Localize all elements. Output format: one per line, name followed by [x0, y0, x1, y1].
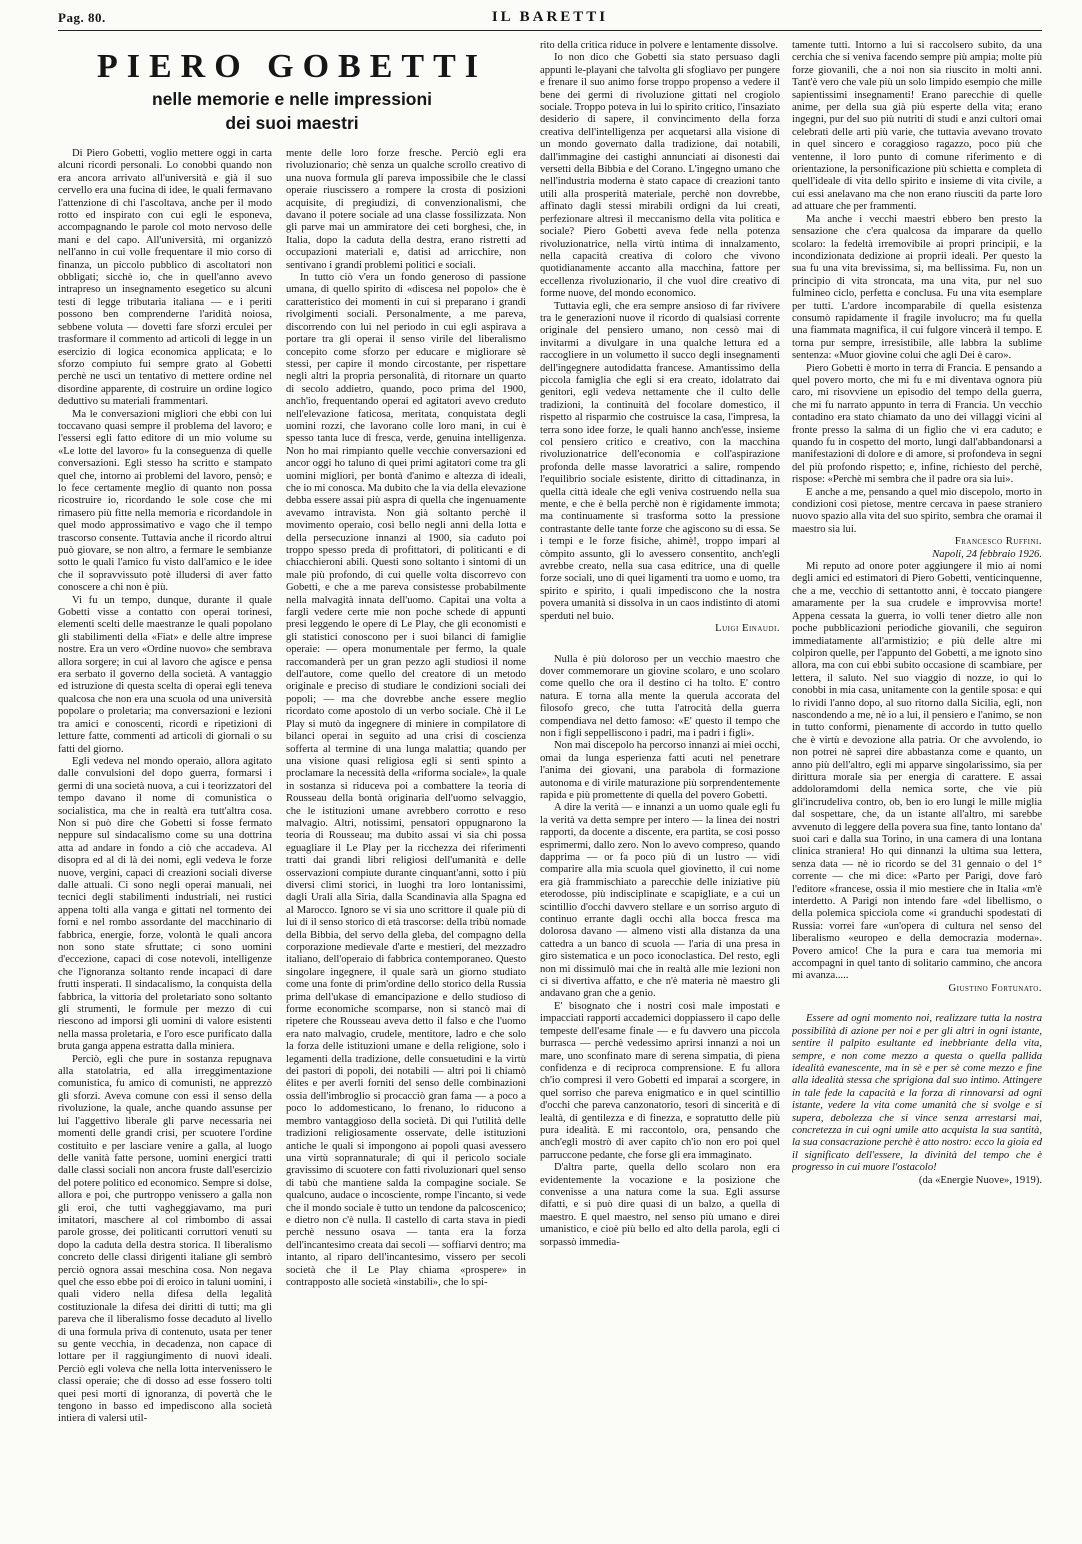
article-title-block: [58, 48, 526, 134]
column-2: [286, 148, 526, 1528]
paragraph: Non mai discepolo ha percorso innanzi ai miei occhi, omai da lunga esperienza fatti acuti nel penetrare l'anima dei giovani, una parabola di formazione autonoma e di virile maturazione più sorprendentemente rapida e più promettente di quella del povero Gobetti.: [540, 740, 780, 801]
paragraph: E anche a me, pensando a quel mio discepolo, morto in condizioni così pietose, mentre cercava in paese straniero nuovo spazio alla vita del suo spirito, sembra che oramai il maestro sia lui.: [792, 486, 1042, 535]
dateline: Napoli, 24 febbraio 1926.: [932, 548, 1042, 560]
signature-einaudi: Luigi Einaudi.: [715, 623, 780, 635]
column-1: [58, 148, 272, 1528]
gobetti-quote: [792, 1013, 1042, 1187]
paragraph: Egli vedeva nel mondo operaio, allora agitato dalle convulsioni del dopo guerra, formarsi i germi di una società nuova, a cui i teorizzatori del tempo davano il nome di comunistica o socialistica, ma che in realtà era tutt'altra cosa. Non si può dire che Gobetti si fosse fermato neppure sul sindacalismo come su una dottrina atta ad andare in fondo a ciò che accadeva. Al disopra ed al di là dei nomi, egli vedeva le forze nuove, vergini, capaci di creazioni sociali diverse dalle attuali. Ci sono negli operai manuali, nei tecnici degli stabilimenti industriali, nei rustici appena tolti alla vanga e gittati nel tormento dei forni e nel rombo assordante del macchinario di fabbrica, energie, forze, volontà le quali ancora non sono state sfruttate; ci sono uomini d'eccezione, capaci di cose notevoli, intelligenze che l'ignoranza soltanto rende incapaci di dare frutti insperati. Il sindacalismo, la conquista della fabbrica, la vittoria del proletariato sono soltanto gli strumenti, le formule per mezzo di cui riescono ad imporsi gli uomini di valore esistenti nella massa proletaria, e l'oro esce purificato dalla bruta ganga appena estratta dalla miniera.: [58, 755, 272, 1053]
quote-source: (da «Energie Nuove», 1919).: [918, 1174, 1042, 1186]
page-number: Pag. 80.: [58, 10, 106, 25]
article-title: PIERO GOBETTI: [96, 48, 487, 85]
paragraph: rito della critica riduce in polvere e lentamente dissolve.: [540, 40, 778, 51]
journal-title: IL BARETTI: [491, 9, 609, 25]
paragraph: A dire la verità — e innanzi a un uomo quale egli fu la verità va detta sempre per intero — la linea dei nostri rapporti, da docente a discente, era partita, se così posso esprimermi, dallo zero. Non lo avevo compreso, quando dapprima — or fa poco più di un lustro — vidi comparire alla mia scuola quel giovinetto, il cui nome era già frammischiato a parecchie delle iniziative più eterodosse, più indisciplinate e scapigliate, e a cui un scintillio d'occhi davvero stellare e un sorriso arguto di continuo errante dagli occhi alla bocca fresca ma dolorosa davano — almeno visti alla distanza da una cattedra a un banco di scuola — l'aria di una presa in giro sistematica e un poco iconoclastica. Del resto, egli non mi dissimulò mai che in realtà alle mie lezioni non ci si divertiva affatto, e che n'è materia nè maestro gli andavano gran che a genio.: [540, 802, 780, 1000]
column-3: [540, 40, 780, 1528]
paragraph: Di Piero Gobetti, voglio mettere oggi in carta alcuni ricordi personali. Lo conobbi quando non era ancora arrivato all'università e già il suo cervello era una fucina di idee, le quali fermavano l'attenzione di chi l'ascoltava, anche per il modo rotto ed inspirato con cui egli le esponeva, accompagnando le parole col moto nervoso delle mani e del capo. All'università, mi organizzò nell'anno in cui volle frequentare il mio corso di finanza, un piccolo pubblico di ascoltatori non obbligati; sicchè io, che in quell'anno avevo intrapreso un insegnamento esegetico su alcuni testi di legge tributaria italiana — e i periti possono ben comprenderne l'aridità noiosa, sebbene voluta — dovetti fare sforzi erculei per trasformare il commento ad articoli di legge in un esercizio di logica economica applicata; e lo sforzo compiuto fui sempre grato al Gobetti perchè ne uscì un tentativo di mettere ordine nel disordine apparente, di costruire un ordine logico deduttivo su materiali frammentari.: [58, 148, 272, 408]
paragraph: Nulla è più doloroso per un vecchio maestro che dover commemorare un giovine scolaro, e uno scolaro come quello che ora il destino ci ha tolto. E' contro natura. E torna alla mente la querula accorata del filosofo greco, che tutta l'atrocità della guerra compendiava nel detto famoso: «E' questo il tempo che non i figli seppelliscono i padri, ma i padri i figli».: [540, 653, 780, 739]
paragraph: E' bisognato che i nostri così male impostati e impacciati rapporti accademici doppiassero il capo delle tempeste dell'esame finale — e fu davvero una piccola burrasca — perchè vedessimo aprirsi innanzi a noi un mare, uno sconfinato mare di serena simpatia, di piena confidenza e di reciproca comprensione. E fu allora ch'io compresi il vero Gobetti ed imparai a scorgere, in quel sorriso che pareva enigmatico e in quel scintillio d'occhi che pareva canzonatorio, tesori di sincerità e di lealtà, di gentilezza e di finezza, e sopratutto delle più pura idealità. E mi raccontolo, ora, pensando che anch'egli mostrò di aver capito ch'io non ero poi quel parruccone pedante, che forse gli era immaginato.: [540, 1000, 780, 1161]
paragraph: Ma anche i vecchi maestri ebbero ben presto la sensazione che c'era qualcosa da imparare da quello scolaro: la fedeltà irremovibile ai propri principii, e la incondizionata dedizione ai proprii ideali. Per questo la sua fu una vita brevissima, sì, ma bellissima. Fu, non un principio di vita stroncata, ma una vita, pur nel suo fulmineo ciclo, perfetta e conclusa. Fu una vita esemplare per tutti. L'ardore incomparabile di quella esistenza consumò rapidamente il fragile involucro; ma fu quella una fiammata magnifica, il cui fulgore vincerà il tempo. E torna pur sempre, irresistibile, alle labbra la sublime sentenza: «Muor giovine colui che agli Dei è caro».: [792, 213, 1042, 362]
signature-ruffini: Francesco Ruffini.: [954, 536, 1042, 548]
paragraph: Tuttavia egli, che era sempre ansioso di far rivivere tra le generazioni nuove il ricordo di qualsiasi corrente originale del pensiero umano, non cessò mai di invitarmi a divulgare in una qualche lettura ed a raccogliere in un volumetto il succo degli insegnamenti dell'ingegnere autodidatta francese. Amantissimo della piccola famiglia che egli si era creato, idolatrato dai genitori, egli vedeva nettamente che il culto delle tradizioni, la continuità del focolare domestico, il rispetto al risparmio che costruisce la casa, l'impresa, la terra sono idee forze, le quali hanno anch'esse, insieme col pensiero critico e creativo, con la macchina rivoluzionatrice dell'economia e coll'aspirazione profonda delle masse lavoratrici a salire, rompendo l'equilibrio sociale esistente, diritto di cittadinanza, in quella città ideale che egli veniva costruendo nella sua mente, e che è bella perchè non è rigidamente immota; ma continuamente si trasforma sotto la pressione contrastante delle tante forze che agiscono su di essa. Se i tempi e le forze fisiche, ahimè!, troppo impari al còmpito assunto, gli lo avessero consentito, anch'egli avrebbe creato, nella sua casa editrice, una di quelle forze sociali, uno di quei ligamenti tra uomo e uomo, tra spirito e spirito, i quali impediscono che la nostra povera umanità si dissolva in un caos indistinto di atomi sperduti nel buio.: [540, 300, 780, 622]
page-header: [58, 6, 1042, 28]
paragraph: Vi fu un tempo, dunque, durante il quale Gobetti visse a contatto con operai torinesi, elementi scelti delle maestranze le quali popolano gli stabilimenti della «Fiat» e delle altre imprese nostre. Era un vero «Ordine nuovo» che sembrava allora sorgere; in cui al lavoro che agisce e pensa era serbato il governo della società. A vantaggio ed istruzione di questa scelta di operai egli teneva qualcosa che non era una scuola od una università popolare o proletaria; ma conversazioni e lezioni tra amici e conoscenti, ricordi e ripetizioni di letture fatte, commenti ad articoli di giornali o su fatti del giorno.: [58, 594, 272, 755]
article-subtitle-line1: nelle memorie e nelle impressioni: [151, 89, 433, 109]
paragraph: Perciò, egli che pure in sostanza repugnava alla statolatria, ed alla irreggimentazione comunistica, fu amico di comunisti, ne apprezzò gli sforzi. Aveva comune con essi il senso della rivoluzione, la quale, anche quando assunse per lui l'aggettivo liberale gli parve necessaria nei momenti delle grandi crisi, per scuotere l'ordine costituito e per lasciare venire a galla, al luogo delle vanità fatte persone, uomini energici tratti dalle classi sociali non ancora fruste dall'esercizio del potere politico ed economico. Sempre si dolse, allora e poi, che purtroppo venissero a galla non gli eroi, che tutti vagheggiavamo, ma puri imitatori, maschere al col rimbombo di assai parole grosse, dei politicanti corruttori venuti su dopo la caduta della destra storica. Il liberalismo concreto delle classi dirigenti italiane gli sembrò perciò ognora assai meschina cosa. Non negava quel che esso ebbe poi di eroico in taluni uomini, i quali videro nella difesa della legalità costituzionale la difesa dei diritti di tutti; ma gli pareva che il liberalismo fosse decaduto al livello di una formula priva di contenuto, usata per tener su gente vecchia, in decadenza, non capace di lottare per il raggiungimento di nuovi ideali. Perciò egli voleva che nella lotta intervenissero le classi operaie; che di dosso ad esse fossero tolti quei pesi morti di ignoranza, di povertà che le tengono in basso ed impediscono alla società intiera di valersi util-: [58, 1053, 272, 1425]
paragraph: Mi reputo ad onore poter aggiungere il mio ai nomi degli amici ed estimatori di Piero Gobetti, venticinquenne, che a me, vecchio di settantotto anni, è toccato piangere amaramente per la sua crudele e improvvisa morte! Appena cessata la guerra, io volli tener dietro alle non poche pubblicazioni periodiche giovanili, che seguiron immediatamente all'armistizio; e più delle altre mi colpiron quelle, per l'appunto del Gobetti, a me ignoto sino allora, ma con cui ebbi subito occasione di scambiare, per lettera, il saluto. Nel suo viaggio di nozze, io qui lo conobbi in mia casa, unitamente con la gentile sposa: e qui lo rividi l'anno dopo, al suo ritorno dalla Sicilia, egli, non nascondendo a me, nè io a lui, il pensiero e l'animo, se non in tutto conformi, pienamente di accordo in tutto quello che è virtù e devozione alla patria. Or che avvolendo, io non potrei nè saprei dire abbastanza come e quanto, un anno più dell'altro, egli mi apparve singolarissimo, sia per dirittura morale sia per energia di carattere. E assai addoloramdomi della nemica sorte, che vie più gli'incrudeliva contro, ob, ben io ero lungi le mille miglia dal sospettare, che, da un istante all'altro, mi sarebbe avvenuto di leggere della povera sua fine, tanto lontano da' suoi cari e dalla sua Torino, in una camera di una lontana clinica straniera! Ho qui dinnanzi la ultima sua lettera, senza data — nè io ricordo se del 31 gennaio o del 1° corrente — che mi dice: «Parto per Parigi, dove farò l'editore «francese, ossia il mio mestiere che in Italia «m'è interdetto. A Parigi non intendo fare «del libellismo, o della polemica spicciola come «i granduchi spodestati di Russia: vorrei fare «un'opera di cultura nel senso del liberalismo «europeo e della democrazia moderna». Povero amico! Che la pura e cara tua memoria mi accompagni in quel tanto di solitario cammino, che ancora mi avanza.....: [792, 561, 1042, 982]
paragraph: In tutto ciò v'era un fondo generoso di passione umana, di quello spirito di «discesa nel popolo» che è caratteristico dei momenti in cui si preparano i grandi rivolgimenti sociali. Personalmente, a me pareva, discorrendo con lui nel periodo in cui egli aspirava a portare tra gli operai il senso virile del liberalismo concepito come sforzo per educare e migliorare sè stessi, per capire il mondo circostante, per rispettare negli altri la propria personalità, di ritornare un quarto di secolo addietro, quando, poco prima del 1900, anch'io, frequentando operai ed agitatori avevo creduto nell'elevazione faticosa, meritata, conquistata degli uomini rozzi, che lavorano colle loro mani, in cui è spesso tanta luce di fresca, verde, genuina intelligenza. Non ho mai rimpianto quelle vecchie conversazioni ed ancor oggi ho taluno di quei primi agitatori come tra gli uomini migliori, per bontà d'animo e altezza di ideali, che io mi conosca. Ma dubito che la via della elevazione debba essere assai più aspra di quella che ingenuamente avevamo intravista. Non già soltanto perchè il movimento operaio, così bello negli anni della lotta e della persecuzione innanzi al 1900, sia caduto poi troppo spesso preda di profittatori, di politicanti e di chiacchieroni abili. Questi sono soltanto i sintomi di un male più profondo, di cui quelle volta discorrevo con Gobetti, e che a me pareva consistesse probabilmente nella malvagità innata dell'uomo. Capitai una volta a fargli vedere certe mie non poche schede di appunti presi leggendo le opere di Le Play, che gli economisti e gli statistici conoscono per i suoi bilanci di famiglie operaie: — opera monumentale per fermo, la quale raccomanderà per un gran pezzo agli studiosi il nome dell'autore, come quello del creatore di un metodo originale e preciso di studiare le condizioni sociali dei popoli; — ma che dovrebbe anche essere meglio ricordato come apostolo di un verbo sociale. Chè il Le Play si mutò da ingegnere di miniere in compilatore di bilanci operai in seguito ad una crisi di coscienza sofferta al termine di una lunga malattia; quando per una visione quasi religiosa egli si sentì spinto a proclamare la necessità della «riforma sociale», la quale in sostanza si riduceva poi a combattere la teoria di Rousseau della bontà originaria dell'uomo selvaggio, che le istituzioni umane avrebbero corrotto e reso malvagio. Altri, notissimi, pensatori oppugnarono la teoria di Rousseau; ma dubito assai vi sia chi possa eguagliare il Le Play per la ricchezza dei riferimenti tratti dai grandi libri religiosi dell'umanità e delle osservazioni compiute durante cinquant'anni, sotto i più diversi climi storici, in luoghi tra loro lontanissimi, dagli Urali alla Siria, dalla Scandinavia alla Spagna ed al Marocco. Ignoro se vi sia uno scrittore il quale più di lui di il senso storico di età trascorse: della tribù nomade della Bibbia, del servo della gleba, del compagno della corporazione medievale d'arte e mestieri, del mezzadro italiano, dell'operaio di fabbrica contemporaneo. Questo singolare ingegnere, il quale sarà un giorno studiato come una fonte di prim'ordine dello storico della Russia prima dell'ukase di emancipazione e dello studioso di forme economiche scomparse, non si stancò mai di ripetere che Rousseau aveva detto il falso e che l'uomo era nato malvagio, crudele, mentitore, ladro e che solo la forza delle istituzioni umane e della religione, solo i legamenti della tradizione, delle consuetudini e la virtù dei pastori di popoli, dei notabili — altri poi li chiamò élites e per averli forniti del senso delle combinazioni ossia dell'imbroglio si procacciò gran fama — a poco a poco lo addomesticano, lo frenano, lo riducono a membro vantaggioso della società. Di qui l'utilità delle tradizioni religiosamente osservate, delle istituzioni antiche le quali si impongono ai popoli quasi avessero una virtù soprannaturale; di qui il pericolo sociale gravissimo di scuotere con fatti rivoluzionari quel senso di tabù che mantiene salda la compagine sociale. Se qualcuno, audace o incosciente, rompe l'incanto, si vede che il mondo sociale è tutto un tendone da palcoscenico; e dietro non c'è nulla. Il castello di carta stava in piedi perchè nessuno osava — tanta era la forza dell'incantesimo creata dai secoli — soffiarvi dentro; ma intanto, al riparo dell'incantesimo, vissero per secoli società che il Le Play chiama «prospere» in contrapposto alle società «instabili», che lo spi-: [286, 272, 526, 1288]
paragraph: Io non dico che Gobetti sia stato persuaso dagli appunti le-playani che talvolta gli sfogliavo per pungere e frenare il suo animo forse troppo propenso a vedere il bene dei germi di rivoluzione gittati nel crogiolo sociale. Troppo poteva in lui lo spirito critico, l'insaziato desiderio di sapere, il convincimento della forza creativa dell'intelligenza per acquetarsi alla visione di un mondo governato dalla tradizione, dai notabili, dall'immagine dei castighi annunciati ai disonesti dai versetti della Bibbia e del Corano. L'ingegno umano che nell'industria moderna è stato capace di creazioni tanto utili alla prosperità materiale, perchè non dovrebbe, affinato dagli stessi mirabili ordigni da lui creati, perfezionare altresì il meccanismo della vita politica e sociale? Piero Gobetti aveva fede nella potenza rivoluzionatrice, nella virtù intima di innalzamento, nella capacità creativa di coloro che vivono quotidianamente accanto alla macchina, fattore per eccellenza rivoluzionario, il che vuol dire creativo di forme nuove, del mondo economico.: [540, 52, 780, 300]
header-rule: [58, 30, 1042, 31]
paragraph: mente delle loro forze fresche. Perciò egli era rivoluzionario; chè senza un qualche scrollo creativo di una nuova formula gli pareva impossibile che le classi operaie riuscissero a rompere la crosta di posizioni acquisite, di pregiudizi, di convenzionalismi, che davano il potere sociale ad una classe fossilizzata. Non gli parve mai un ammiratore dei ceti borghesi, che, in Italia, dopo la caduta della destra, erano ristretti ad occupazioni materiali e, datisi ad arricchire, non sentivano i grandi problemi politici e sociali.: [286, 148, 526, 271]
paragraph: tamente tutti. Intorno a lui si raccolsero subito, da una cerchia che si veniva facendo sempre più ampia; molte più forze giovanili, che a noi non sia riuscito in molti anni. Tant'è vero che vale più un solo limpido esempio che mille sapientissimi insegnamenti! Erano parecchie di quelle anime, per della sua già più esperte della vita; erano ingegni, pur del suo più nutriti di studi e anzi cultori omai celebrati delle arti più varie, che tuttavia avevano trovato in quel sincero e coraggioso ragazzo, poco più che ventenne, il loro punto di comune riferimento e di orientazione, la personificazione più schietta e completa di quell'ideale di vita dello spirito e insieme di vita civile, a cui essi anelavano ma che non erano riusciti da parte loro ad attuare che per frammenti.: [792, 40, 1042, 213]
quote-text: Essere ad ogni momento noi, realizzare tutta la nostra possibilità di azione per noi e per gli altri in ogni istante, sentire il palpito esultante ed inebbriante della vita, sempre, e non come mezzo a questa o quella pallida idealità evanescente, ma in sè e per sè come mezzo e fine alla idealità stessa che sprigiona dal suo intimo. Attingere in tale fede la capacità e la forza di rinnovarsi ad ogni istante, vedere la vita come umanità che si svolge e si supera, debolezza che si vince senza arrestarsi mai, concretezza in cui ogni umile atto acquista la sua santità, la sua consacrazione perchè è atto nostro: ecco la gioia ed il significato dell'essere, la divinità del tempo che è progresso in cui muore l'ostacolo!: [792, 1013, 1042, 1174]
article-subtitle-line2: dei suoi maestri: [225, 113, 359, 133]
signature-fortunato: Giustino Fortunato.: [948, 982, 1042, 994]
paragraph: D'altra parte, quella dello scolaro non era evidentemente la vocazione e la posizione che convenisse a una natura come la sua. Egli assurse difatti, e si può dire quasi di un balzo, a quella di maestro. E quel maestro, nel senso più umano e direi umanistico, e cioè più bello ed alto della parola, egli ci sorpassò immedia-: [540, 1162, 780, 1248]
paragraph: Ma le conversazioni migliori che ebbi con lui toccavano quasi sempre il problema del lavoro; e l'essersi egli fatto editore di un mio volume su «Le lotte del lavoro» fu la conseguenza di quelle conversazioni. Egli stesso ha scritto e stampato quel che, intorno ai problemi del lavoro, pensò; e lo fece certamente meglio di quanto non possa ricostruire io, ricordando le sole cose che mi rimasero più fitte nella memoria e ricordandole in quel modo approssimativo e vago che il tempo trascorso consente. Tuttavia anche il ricordo altrui può giovare, se non altro, a fermare le sembianze sotto le quali l'amico fu visto dall'amico e le idee che il sopravvissuto potè illudersi di aver fatto conoscere a chi non è più.: [58, 408, 272, 594]
column-4: [792, 40, 1042, 1528]
paragraph: Piero Gobetti è morto in terra di Francia. E pensando a quel povero morto, che mi fu e mi diventava ognora più caro, mi risovviene un episodio del tempo della guerra, che mi fu narrato appunto in terra di Francia. Un vecchio contadino era stato chiamato da uno dei villaggi vicini al fronte presso la salma di un figlio che vi era caduto; e quando fu in cospetto del morto, lungi dall'abbandonarsi a manifestazioni di dolore e di amore, si profondeva in segni del più profondo rispetto; e, infine, richiesto del perchè, rispose: «Perchè mi sembra che il padre ora sia lui».: [792, 362, 1042, 486]
